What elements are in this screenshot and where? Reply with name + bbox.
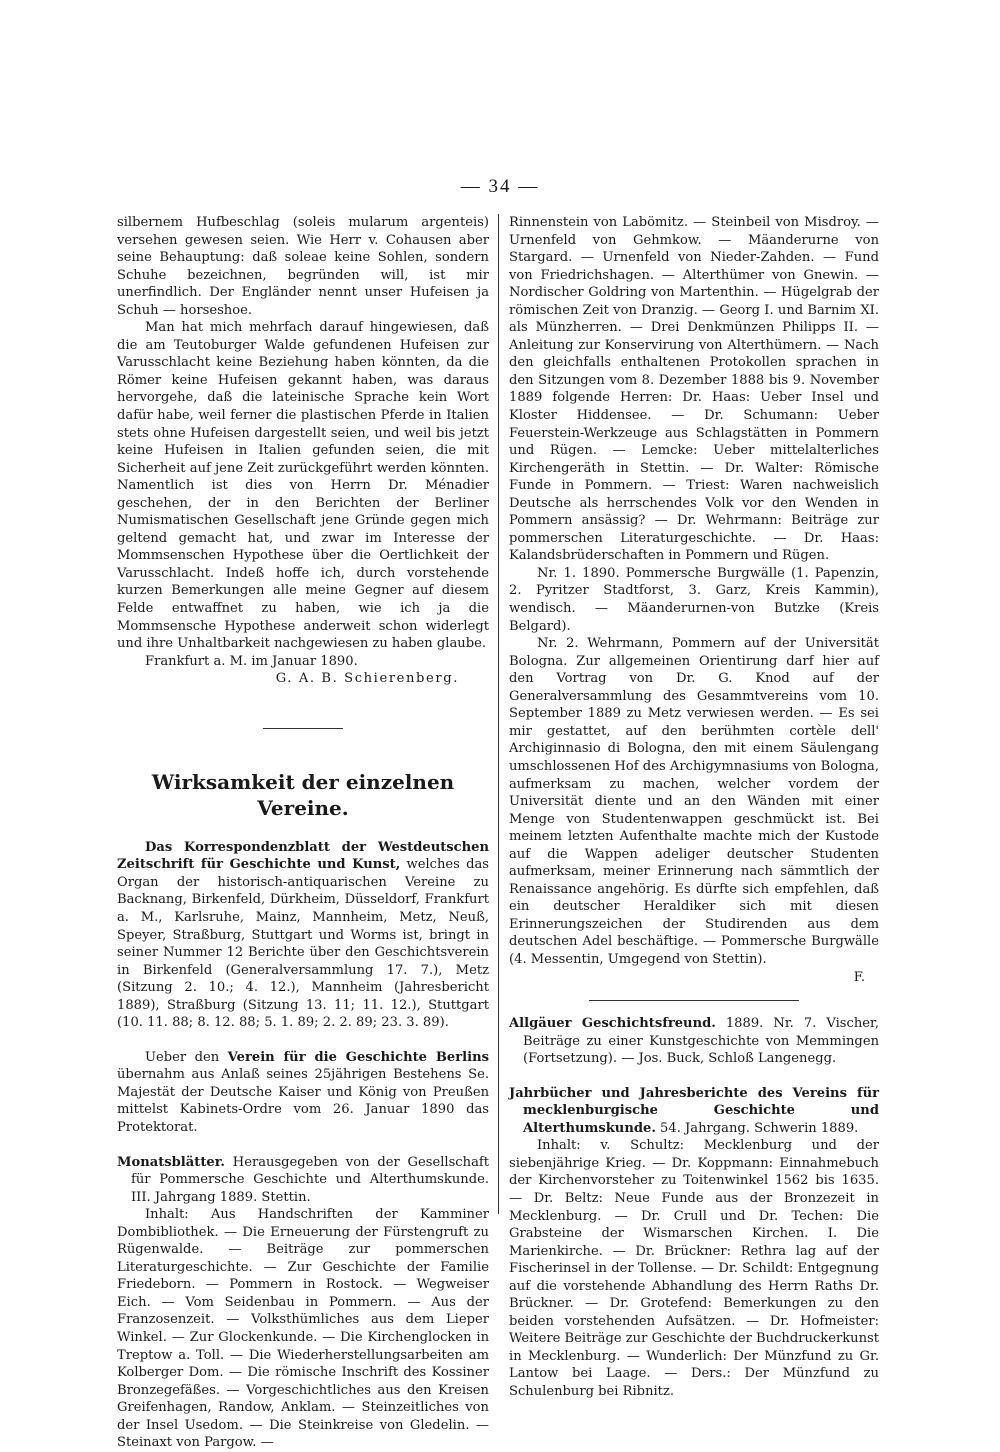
paragraph: Nr. 1. 1890. Pommersche Burgwälle (1. Papenzin, 2. Pyritzer Stadtforst, 3. Garz, Kreis Kammin), wendisch. — Mäanderurnen-von Butzke (Kreis Belgard). <box>509 565 879 634</box>
paragraph-text: Ueber den <box>145 1049 228 1065</box>
journal-title: Monatsblätter. <box>117 1154 225 1170</box>
contents-list: Inhalt: Aus Handschriften der Kamminer Dombibliothek. — Die Erneuerung der Fürstengruft zu Rügenwalde. — Beiträge zur pommerschen Literaturgeschichte. — Zur Geschichte der Familie Friedeborn. — Pommern in Rostock. — Wegweiser Eich. — Vom Seidenbau in Pommern. — Aus der Franzosenzeit. — Volksthümliches aus dem Lieper Winkel. — Zur Glockenkunde. — Die Kirchenglocken in Treptow a. Toll. — Die Wiederherstellungsarbeiten am Kolberger Dom. — Die römische Inschrift des Kossiner Bronzegefäßes. — Vorgeschichtliches aus den Kreisen Greifenhagen, Randow, Anklam. — Steinzeitliches von der Insel Usedom. — Die Steinkreise von Gledelin. — Steinaxt von Pargow. — <box>117 1207 489 1451</box>
divider <box>263 728 343 729</box>
divider <box>589 1000 799 1001</box>
journal-title: Das Korrespondenzblatt der Westdeutschen Zeitschrift für Geschichte und Kunst, <box>117 839 489 873</box>
paragraph: Rinnenstein von Labömitz. — Steinbeil von Misdroy. — Urnenfeld von Gehmkow. — Mäanderurne von Stargard. — Urnenfeld von Nieder-Zahden. — Fund von Friedrichshagen. — Alterthümer von Gnewin. — Nordischer Goldring von Martenthin. — Hügelgrab der römischen Zeit von Dranzig. — Georg I. und Barnim XI. als Münzherren. — Drei Denkmünzen Philipps II. — Anleitung zur Konservirung von Alterthümern. — Nach den gleichfalls enthaltenen Protokollen sprachen in den Sitzungen vom 8. Dezember 1888 bis 9. November 1889 folgende Herren: Dr. Haas: Ueber Insel und Kloster Hiddensee. — Dr. Schumann: Ueber Feuerstein-Werkzeuge aus Schlagstätten in Pommern und Rügen. — Lemcke: Ueber mittelalterliches Kirchengeräth in Stettin. — Dr. Walter: Römische Funde in Pommern. — Triest: Waren nachweislich Deutsche als herrschendes Volk vor den Wenden in Pommern ansässig? — Dr. Wehrmann: Beiträge zur pommerschen Literaturgeschichte. — Dr. Haas: Kalandsbrüderschaften in Pommern und Rügen. <box>509 215 879 564</box>
paragraph: silbernem Hufbeschlag (soleis mularum argenteis) versehen gewesen seien. Wie Herr v. Cohausen aber seine Behauptung: daß soleae keine Sohlen, sondern Schuhe bezeichnen, begründen will, ist mir unerfindlich. Der Engländer nennt unser Hufeisen ja Schuh — horseshoe. <box>117 215 489 318</box>
paragraph: Nr. 2. Wehrmann, Pommern auf der Universität Bologna. Zur allgemeinen Orientirung darf hier auf den Vortrag von Dr. G. Knod auf der Generalversammlung des Gesammtvereins vom 10. September 1889 zu Metz verwiesen werden. — Es sei mir gestattet, auf den berühmten cortèle dell' Archiginnasio di Bologna, den mit einem Säulengang umschlossenen Hof des Archigymnasiums von Bologna, aufmerksam zu machen, welcher vordem der Universität diente und an den Wänden mit einer Menge von Studentenwappen geschmückt ist. Bei meinem letzten Aufenthalte machte mich der Kustode auf die Wappen adeliger deutscher Studenten aufmerksam, meiner Erinnerung nach sämmtlich der Renaissance angehörig. Es dürfte sich empfehlen, daß ein deutscher Heraldiker sich mit diesen Erinnerungszeichen der Studirenden aus dem deutschen Adel beschäftige. — Pommersche Burgwälle (4. Messentin, Umgegend von Stettin). <box>509 636 879 967</box>
entry-heading <box>509 1085 879 1138</box>
entry-text: 54. Jahrgang. Schwerin 1889. <box>655 1120 859 1136</box>
society-name: Verein für die Geschichte Berlins <box>227 1049 489 1065</box>
signature: G. A. B. Schierenberg. <box>275 671 459 687</box>
paragraph-text: übernahm aus Anlaß seines 25jährigen Bestehens Se. Majestät der Deutsche Kaiser und König von Preußen mittelst Kabinets-Ordre vom 26. Januar 1890 das Protektorat. <box>117 1067 489 1135</box>
contents-list: Inhalt: v. Schultz: Mecklenburg und der siebenjährige Krieg. — Dr. Koppmann: Einnahmebuch der Kirchenvorsteher zu Toitenwinkel 1562 bis 1635. — Dr. Beltz: Neue Funde aus der Bronzezeit in Mecklenburg. — Dr. Crull und Dr. Techen: Die Grabsteine der Wismarschen Kirchen. I. Die Marienkirche. — Dr. Brückner: Rethra lag auf der Fischerinsel in der Tollense. — Dr. Schildt: Entgegnung auf die vorstehende Abhandlung des Herrn Raths Dr. Brückner. — Dr. Grotefend: Bemerkungen zu den beiden vorstehenden Aufsätzen. — Dr. Hofmeister: Weitere Beiträge zur Geschichte der Buchdruckerkunst in Mecklenburg. — Wunderlich: Der Münzfund zu Gr. Lantow bei Laage. — Ders.: Der Münzfund zu Schulenburg bei Ribnitz. <box>509 1138 879 1399</box>
paragraph-text: welches das Organ der historisch-antiquarischen Vereine zu Backnang, Birkenfeld, Dürkheim, Düsseldorf, Frankfurt a. M., Karlsruhe, Mainz, Mannheim, Metz, Neuß, Speyer, Straßburg, Stuttgart und Worms ist, bringt in seiner Nummer 12 Berichte über den Geschichtsverein in Birkenfeld (Generalversammlung 17. 7.), Metz (Sitzung 2. 10.; 4. 12.), Mannheim (Jahresbericht 1889), Straßburg (Sitzung 13. 11; 11. 12.), Stuttgart (10. 11. 88; 8. 12. 88; 5. 1. 89; 2. 2. 89; 23. 3. 89). <box>117 857 489 1031</box>
entry-text: 1889. Nr. 7. Vischer, Beiträge zu einer Kunstgeschichte von Memmingen (Fortsetzung). — Jos. Buck, Schloß Langenegg. <box>523 1016 879 1067</box>
entry-heading <box>117 1154 489 1207</box>
page-number: — 34 — <box>460 176 540 197</box>
initial-signature: F. <box>853 969 865 985</box>
column-divider <box>498 214 499 1214</box>
paragraph <box>117 1049 489 1137</box>
journal-title: Allgäuer Geschichtsfreund. <box>509 1016 716 1032</box>
entry-heading <box>509 1015 879 1068</box>
entry-text: Herausgegeben von der Gesellschaft für Pommersche Geschichte und Alterthumskunde. III. Jahrgang 1889. Stettin. <box>131 1154 489 1205</box>
journal-title: Jahrbücher und Jahresberichte des Vereins für mecklenburgische Geschichte und Alterthumskunde. <box>509 1085 879 1136</box>
left-column <box>117 214 489 1452</box>
right-column <box>509 214 879 1401</box>
section-title: Wirksamkeit der einzelnen Vereine. <box>151 769 455 820</box>
dateline: Frankfurt a. M. im Januar 1890. <box>145 653 358 669</box>
paragraph <box>117 839 489 1032</box>
paragraph: Man hat mich mehrfach darauf hingewiesen, daß die am Teutoburger Walde gefundenen Hufeisen zur Varusschlacht keine Beziehung haben könnten, da die Römer keine Hufeisen gekannt haben, was daraus hervorgehe, daß die lateinische Sprache kein Wort dafür habe, weil ferner die plastischen Pferde in Italien stets ohne Hufeisen dargestellt seien, und weil bis jetzt keine Hufeisen in Italien gefunden seien, die mit Sicherheit auf jene Zeit zurückgeführt werden könnten. Namentlich ist dies von Herrn Dr. Ménadier geschehen, der in den Berichten der Berliner Numismatischen Gesellschaft jene Gründe gegen mich geltend gemacht hat, und zwar im Interesse der Mommsenschen Hypothese über die Oertlichkeit der Varusschlacht. Indeß hoffe ich, durch vorstehende kurzen Bemerkungen alle meine Gegner auf diesem Felde entwaffnet zu haben, wie ich ja die Mommsensche Hypothese anderweit schon widerlegt und ihre Unhaltbarkeit nachgewiesen zu haben glaube. <box>117 320 489 652</box>
